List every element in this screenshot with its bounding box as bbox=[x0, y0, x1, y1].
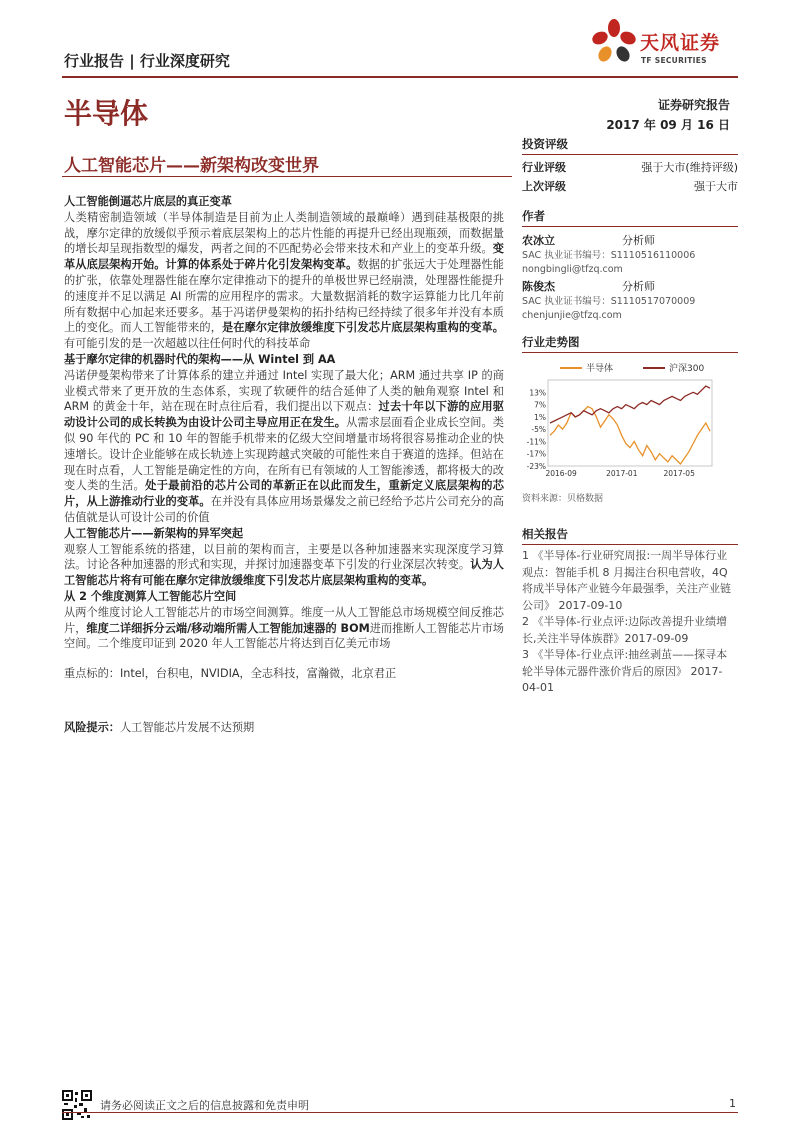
paragraph: 人类精密制造领域（半导体制造是目前为止人类制造领域的最巅峰）遇到硅基极限的挑战，摩尔定律的放缓似乎预示着底层架构上的芯片性能的再提升已经出现瓶颈，而数据量的增长却呈现指数型的爆发，两者之间的不匹配势必会带来技术和产业上的变革升级。变革从底层架构开始。计算的体系处于碎片化引发架构变革。数据的扩张远大于处理器性能的扩张，依靠处理器性能在摩尔定律推动下的提升的单极世界已经崩溃，处理器性能提升的速度并不足以满足 AI 所需的应用程序的需求。大量数据消耗的数字运算能力比几年前所有数据中心加起来还要多。基于冯诺伊曼架构的拓扑结构已经持续了很多年并没有本质上的变化。而人工智能带来的，是在摩尔定律放缓维度下引发芯片底层架构重构的变革。有可能引发的是一次超越以往任何时代的科技革命 bbox=[64, 210, 504, 351]
author-cert: SAC 执业证书编号：S1110516110006 bbox=[522, 250, 696, 261]
author-item bbox=[522, 279, 738, 323]
key-targets: 重点标的：Intel，台积电，NVIDIA，全志科技，富瀚微，北京君正 bbox=[64, 667, 397, 681]
industry-rating-value: 强于大市(维持评级) bbox=[641, 161, 738, 174]
related-heading: 相关报告 bbox=[522, 526, 738, 545]
report-date: 2017 年 09 月 16 日 bbox=[606, 118, 730, 132]
qr-code-icon bbox=[62, 1090, 92, 1120]
sector-title: 半导体 bbox=[64, 97, 149, 130]
report-category: 行业报告 | 行业深度研究 bbox=[64, 52, 230, 70]
footer-disclaimer: 请务必阅读正文之后的信息披露和免责申明 bbox=[100, 1099, 309, 1112]
legend-item: 半导体 bbox=[560, 361, 613, 374]
author-email[interactable]: chenjunjie@tfzq.com bbox=[522, 310, 622, 321]
chart-source: 资料来源：贝格数据 bbox=[522, 494, 604, 504]
report-body bbox=[64, 194, 504, 736]
chart-legend bbox=[560, 361, 738, 374]
related-item[interactable]: 3 《半导体-行业点评:抽丝剥茧——探寻本轮半导体元器件涨价背后的原因》 2017-04-01 bbox=[522, 648, 728, 694]
y-tick-label: 1% bbox=[534, 412, 546, 422]
y-tick-label: 7% bbox=[534, 400, 546, 410]
y-tick-label: -17% bbox=[526, 449, 546, 459]
author-cert: SAC 执业证书编号：S1110517070009 bbox=[522, 296, 696, 307]
y-tick-label: -5% bbox=[531, 425, 546, 435]
x-tick-label: 2016-09 bbox=[545, 469, 577, 478]
rating-heading: 投资评级 bbox=[522, 136, 738, 155]
paragraph: 冯诺伊曼架构带来了计算体系的建立并通过 Intel 实现了最大化；ARM 通过共享 IP 的商业模式带来了更开放的生态体系，实现了软硬件的结合延伸了人类的触角观察 Intel 和 ARM 的黄金十年，站在现在时点往后看，我们提出以下观点：过去十年以下游的应用驱动设计公司的成长转换为由设计公司主导应用正在发生。从需求层面看企业成长空间。类似 90 年代的 PC 和 10 年的智能手机带来的亿级大空间增量市场将很容易推动企业的快速增长。设计企业能够在成长轨迹上实现跨越式突破的可能性来自于赛道的选择。但站在现在时点看，人工智能是确定性的方向，在所有已有领域的人工智能渗透，都将极大的改变人类的生活。处于最前沿的芯片公司的革新正在以此而发生，重新定义底层架构的芯片，从上游推动行业的变革。在并没有具体应用场景爆发之前已经给予芯片公司充分的高估值就是认可设计公司的价值 bbox=[64, 368, 504, 524]
previous-rating-label: 上次评级 bbox=[522, 180, 566, 193]
rating-panel bbox=[522, 136, 738, 196]
title-divider bbox=[62, 176, 512, 177]
related-item[interactable]: 1 《半导体-行业研究周报:一周半导体行业观点：智能手机 8 月揭注台积电营收，4Q 将成半导体产业链今年最强季，关注产业链公司》 2017-09-10 bbox=[522, 549, 731, 612]
related-item[interactable]: 2 《半导体-行业点评:边际改善提升业绩增长,关注半导体族群》2017-09-09 bbox=[522, 615, 728, 645]
x-tick-label: 2017-05 bbox=[663, 469, 695, 478]
legend-swatch bbox=[643, 367, 665, 369]
page-number: 1 bbox=[729, 1097, 736, 1110]
author-item bbox=[522, 233, 738, 277]
company-logo bbox=[590, 18, 740, 70]
section-heading: 从 2 个维度测算人工智能芯片空间 bbox=[64, 589, 237, 603]
author-email[interactable]: nongbingli@tfzq.com bbox=[522, 264, 623, 275]
legend-item: 沪深300 bbox=[643, 361, 704, 374]
logo-english: TF SECURITIES bbox=[641, 56, 707, 65]
trend-chart bbox=[522, 374, 738, 484]
previous-rating-value: 强于大市 bbox=[694, 180, 738, 193]
risk-warning: 风险提示：人工智能芯片发展不达预期 bbox=[64, 720, 255, 734]
y-tick-label: -11% bbox=[526, 437, 546, 447]
trend-panel bbox=[522, 334, 738, 504]
section-heading: 人工智能倒逼芯片底层的真正变革 bbox=[64, 195, 232, 208]
author-name: 陈俊杰 bbox=[522, 280, 555, 293]
paragraph: 从两个维度讨论人工智能芯片的市场空间测算。维度一从人工智能总市场规模空间反推芯片，维度二详细拆分云端/移动端所需人工智能加速器的 BOM进而推断人工智能芯片市场空间。二个维度印证到 2020 年人工智能芯片将达到百亿美元市场 bbox=[64, 605, 504, 651]
paragraph: 观察人工智能系统的搭建，以目前的架构而言，主要是以各种加速器来实现深度学习算法。讨论各种加速器的形式和实现，并探讨加速器变革下引发的行业深层次转变。认为人工智能芯片将有可能在摩尔定律放缓维度下引发芯片底层架构重构的变革。 bbox=[64, 542, 504, 588]
author-name: 农冰立 bbox=[522, 234, 555, 247]
report-title: 人工智能芯片——新架构改变世界 bbox=[64, 156, 319, 176]
industry-rating-label: 行业评级 bbox=[522, 161, 566, 174]
author-title: 分析师 bbox=[622, 234, 655, 247]
authors-heading: 作者 bbox=[522, 208, 738, 227]
legend-swatch bbox=[560, 367, 582, 369]
y-tick-label: 13% bbox=[529, 388, 546, 398]
series-line bbox=[550, 386, 710, 423]
logo-name: 天风证券 bbox=[640, 32, 721, 54]
header-divider bbox=[62, 76, 738, 78]
footer-divider bbox=[62, 1112, 738, 1113]
logo-flower-icon bbox=[590, 18, 638, 68]
report-type: 证券研究报告 bbox=[657, 98, 730, 112]
related-list bbox=[522, 548, 738, 697]
y-tick-label: -23% bbox=[526, 462, 546, 471]
section-heading: 人工智能芯片——新架构的异军突起 bbox=[64, 526, 244, 540]
author-title: 分析师 bbox=[622, 280, 655, 293]
related-panel bbox=[522, 526, 738, 697]
authors-panel bbox=[522, 208, 738, 323]
trend-heading: 行业走势图 bbox=[522, 334, 738, 353]
section-heading: 基于摩尔定律的机器时代的架构——从 Wintel 到 AA bbox=[64, 352, 336, 366]
x-tick-label: 2017-01 bbox=[606, 469, 638, 478]
